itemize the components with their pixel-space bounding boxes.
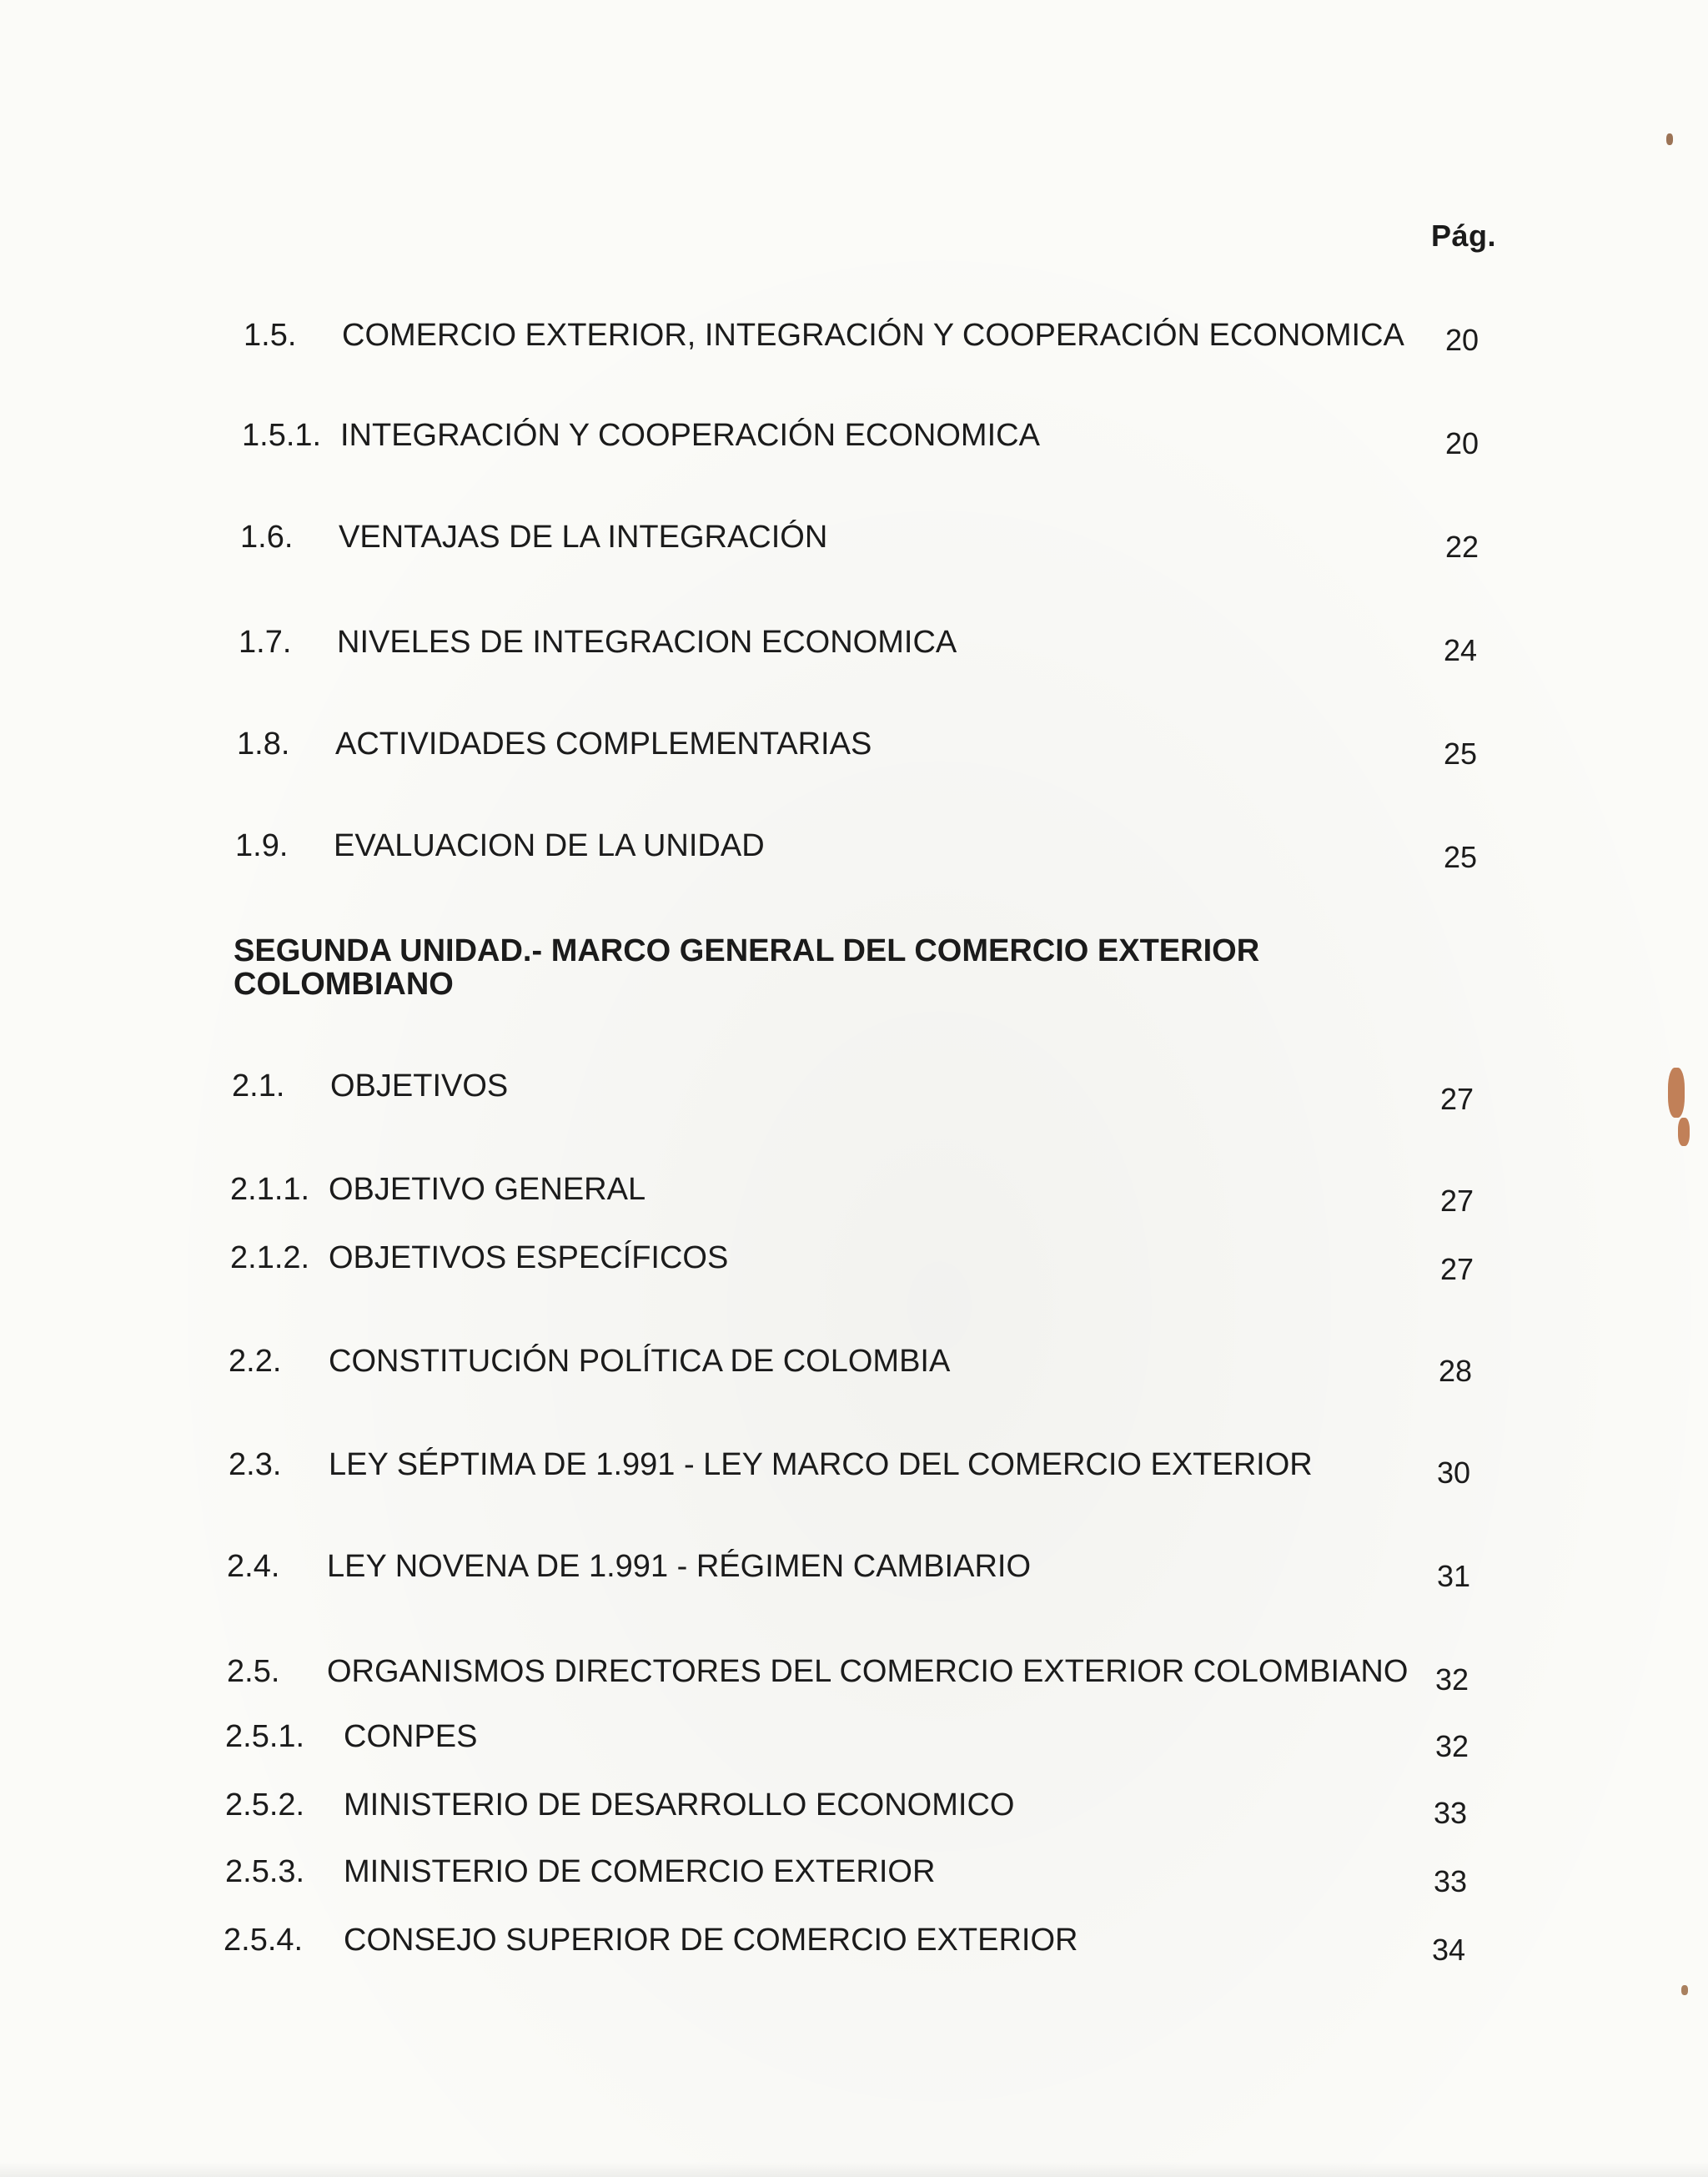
entry-number: 1.8. xyxy=(237,727,290,762)
rust-stain xyxy=(1678,1118,1690,1146)
scan-speck xyxy=(1681,1985,1688,1995)
page-column-header: Pág. xyxy=(1431,219,1497,253)
entry-number: 2.5.3. xyxy=(225,1854,305,1889)
entry-page-number: 25 xyxy=(1444,840,1478,874)
entry-title: LEY NOVENA DE 1.991 - RÉGIMEN CAMBIARIO xyxy=(327,1549,1031,1584)
entry-title: COMERCIO EXTERIOR, INTEGRACIÓN Y COOPERACIÓN ECONOMICA xyxy=(342,318,1404,353)
entry-page-number: 32 xyxy=(1435,1729,1469,1763)
entry-page-number: 22 xyxy=(1445,530,1479,564)
entry-title: CONPES xyxy=(344,1719,478,1754)
entry-number: 2.3. xyxy=(229,1447,282,1482)
entry-number: 1.9. xyxy=(235,828,289,863)
entry-page-number: 25 xyxy=(1444,737,1478,771)
entry-title: CONSTITUCIÓN POLÍTICA DE COLOMBIA xyxy=(329,1344,951,1379)
scan-speck xyxy=(1666,133,1673,145)
entry-title: INTEGRACIÓN Y COOPERACIÓN ECONOMICA xyxy=(340,418,1040,453)
entry-page-number: 27 xyxy=(1440,1184,1474,1218)
entry-number: 1.6. xyxy=(240,520,294,555)
entry-number: 1.5. xyxy=(244,318,297,353)
entry-page-number: 28 xyxy=(1439,1354,1473,1388)
entry-title: OBJETIVOS xyxy=(330,1068,509,1104)
entry-title: CONSEJO SUPERIOR DE COMERCIO EXTERIOR xyxy=(344,1923,1078,1958)
entry-number: 2.4. xyxy=(227,1549,280,1584)
entry-title: OBJETIVOS ESPECÍFICOS xyxy=(329,1240,729,1275)
entry-title: VENTAJAS DE LA INTEGRACIÓN xyxy=(339,520,828,555)
entry-number: 2.5.4. xyxy=(224,1923,304,1958)
entry-number: 2.1.2. xyxy=(230,1240,310,1275)
entry-title: ORGANISMOS DIRECTORES DEL COMERCIO EXTERIOR COLOMBIANO xyxy=(327,1654,1409,1689)
entry-number: 2.5. xyxy=(227,1654,280,1689)
entry-title: LEY SÉPTIMA DE 1.991 - LEY MARCO DEL COMERCIO EXTERIOR xyxy=(329,1447,1313,1482)
entry-page-number: 32 xyxy=(1435,1662,1469,1697)
entry-page-number: 24 xyxy=(1444,633,1478,667)
entry-number: 2.5.2. xyxy=(225,1787,305,1823)
entry-page-number: 33 xyxy=(1434,1796,1468,1830)
entry-number: 2.1. xyxy=(232,1068,285,1104)
entry-number: 2.2. xyxy=(229,1344,282,1379)
page-bottom-edge xyxy=(0,2162,1708,2177)
entry-number: 1.5.1. xyxy=(242,418,322,453)
entry-title: MINISTERIO DE COMERCIO EXTERIOR xyxy=(344,1854,936,1889)
entry-page-number: 27 xyxy=(1440,1082,1474,1116)
entry-number: 2.1.1. xyxy=(230,1172,310,1207)
entry-title: OBJETIVO GENERAL xyxy=(329,1172,646,1207)
unit-heading: SEGUNDA UNIDAD.- MARCO GENERAL DEL COMERCIO EXTERIOR COLOMBIANO xyxy=(234,933,1260,1002)
entry-page-number: 31 xyxy=(1437,1559,1471,1593)
entry-title: MINISTERIO DE DESARROLLO ECONOMICO xyxy=(344,1787,1015,1823)
entry-page-number: 34 xyxy=(1432,1933,1466,1967)
entry-page-number: 20 xyxy=(1445,426,1479,460)
rust-stain xyxy=(1668,1068,1685,1118)
entry-number: 2.5.1. xyxy=(225,1719,305,1754)
entry-page-number: 20 xyxy=(1445,323,1479,357)
entry-title: NIVELES DE INTEGRACION ECONOMICA xyxy=(337,625,957,660)
entry-title: EVALUACION DE LA UNIDAD xyxy=(334,828,765,863)
entry-page-number: 30 xyxy=(1437,1456,1471,1490)
entry-number: 1.7. xyxy=(239,625,292,660)
entry-page-number: 33 xyxy=(1434,1864,1468,1898)
entry-title: ACTIVIDADES COMPLEMENTARIAS xyxy=(335,727,872,762)
entry-page-number: 27 xyxy=(1440,1252,1474,1286)
